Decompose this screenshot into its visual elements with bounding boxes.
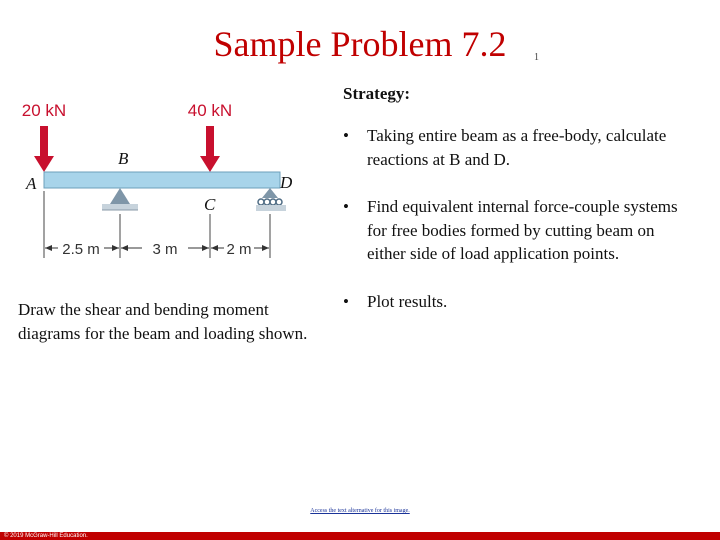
- slide-number: 1: [534, 52, 539, 63]
- strategy-bullet-text: Taking entire beam as a free-body, calculate reactions at B and D.: [367, 126, 667, 169]
- beam-figure: [14, 96, 304, 266]
- strategy-bullet: [343, 124, 683, 171]
- problem-statement: Draw the shear and bending moment diagrams for the beam and loading shown.: [18, 300, 308, 343]
- dimension-label-3: 2 m: [226, 241, 252, 258]
- text-alternative-link[interactable]: Access the text alternative for this image.: [310, 508, 410, 514]
- strategy-bullets: [343, 124, 683, 337]
- footer-bar: [0, 532, 720, 540]
- load-label-right: 40 kN: [187, 101, 233, 120]
- dimension-label-1: 2.5 m: [62, 241, 100, 258]
- strategy-bullet: [343, 290, 683, 314]
- load-label-left: 20 kN: [21, 101, 67, 120]
- strategy-bullet: [343, 195, 683, 266]
- point-label-c: C: [204, 195, 216, 214]
- bullet-dot-icon: •: [343, 291, 349, 311]
- strategy-bullet-text: Find equivalent internal force-couple systems for free bodies formed by cutting beam on either side of load application points.: [367, 197, 678, 263]
- beam-diagram: [14, 96, 304, 266]
- load-arrow-left: [34, 126, 54, 172]
- bullet-dot-icon: •: [343, 197, 349, 216]
- bullet-dot-icon: •: [343, 126, 349, 145]
- point-label-d: D: [280, 173, 293, 192]
- copyright-notice: © 2019 McGraw-Hill Education.: [4, 533, 88, 539]
- strategy-heading: Strategy:: [343, 84, 411, 103]
- beam: [44, 172, 280, 188]
- dimension-label-2: 3 m: [152, 241, 178, 258]
- point-label-a: A: [26, 174, 37, 193]
- strategy-bullet-text: Plot results.: [367, 291, 448, 311]
- support-b: [102, 188, 138, 210]
- point-label-b: B: [118, 149, 129, 168]
- slide-title: Sample Problem 7.2: [213, 24, 507, 64]
- load-arrow-right: [200, 126, 220, 172]
